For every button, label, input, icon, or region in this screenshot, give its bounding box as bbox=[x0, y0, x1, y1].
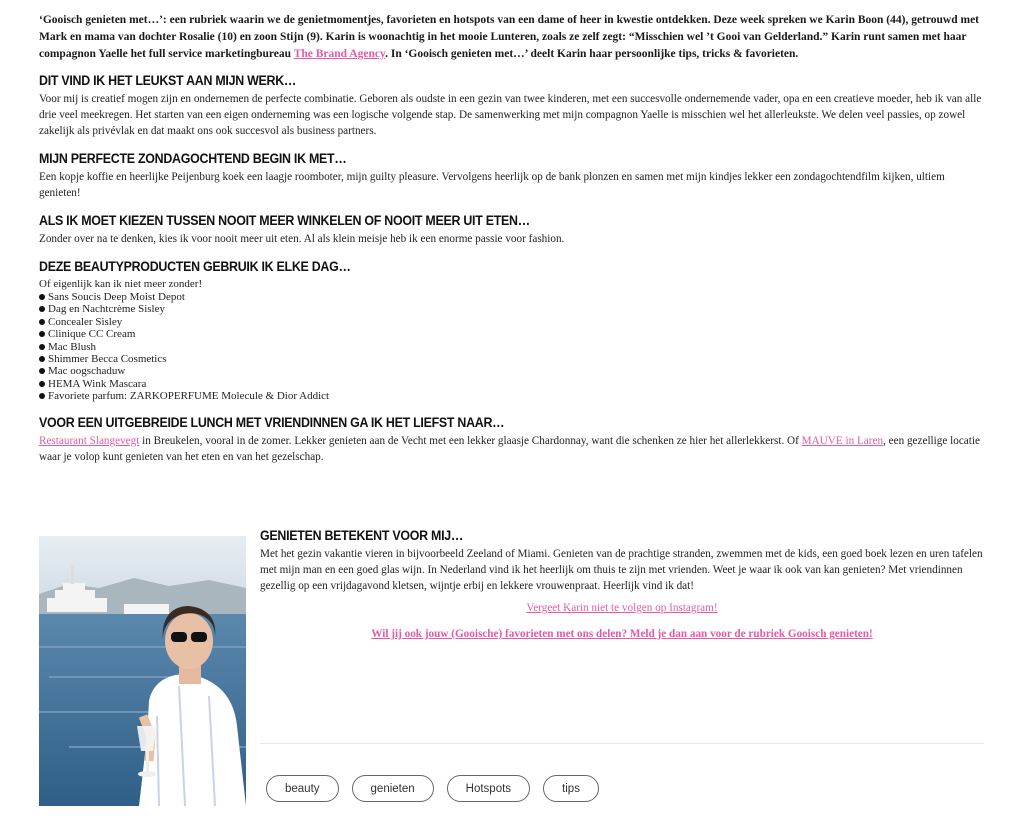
genieten-section bbox=[260, 528, 984, 640]
intro-text-1: ‘Gooisch genieten met…’: een rubriek waarin we de genietmomentjes, favorieten en hotspots van een dame of heer in kwestie ontdekken. Deze week spreken we Karin Boon (44), getrouwd met Mark en mama van dochter Rosalie (10) en zoon Stijn (9). Karin is woonachtig in het mooie Lunteren, zoals ze zelf zegt: “Misschien wel ’t Gooi van Gelderland.” Karin runt samen met haar compagnon Yaelle het full service marketingbureau bbox=[39, 14, 980, 60]
article-content bbox=[39, 12, 985, 477]
intro-paragraph bbox=[39, 12, 985, 63]
divider bbox=[260, 743, 984, 744]
tag-tips[interactable]: tips bbox=[543, 775, 599, 802]
section-heading-werk: DIT VIND IK HET LEUKST AAN MIJN WERK… bbox=[39, 73, 297, 88]
list-item: Dag en Nachtcrème Sisley bbox=[39, 303, 985, 315]
intro-text-2: . In ‘Gooisch genieten met…’ deelt Karin haar persoonlijke tips, tricks & favorieten. bbox=[385, 48, 799, 60]
list-item: Mac Blush bbox=[39, 341, 985, 353]
section-zondag bbox=[39, 151, 985, 201]
section-body-lunch bbox=[39, 433, 985, 465]
bottom-area bbox=[39, 528, 985, 818]
section-body-genieten: Met het gezin vakantie vieren in bijvoorbeeld Zeeland of Miami. Genieten van de prachtige stranden, zwemmen met de kids, een goed boek lezen en uren tafelen met mijn man en een goed glas wijn. In Nederland vind ik het heerlijk om thuis te zijn met vrienden. Weet je waar ik ook van kan genieten? Met vriendinnen gezellig op een vrijdagavond kletsen, wijntje erbij en lekkere vrouwenpraat. Heerlijk vind ik dat! bbox=[260, 548, 983, 592]
section-werk bbox=[39, 73, 985, 139]
list-item: HEMA Wink Mascara bbox=[39, 378, 985, 390]
tag-list bbox=[266, 775, 599, 802]
section-kiezen bbox=[39, 213, 985, 247]
lunch-text-1: in Breukelen, vooral in de zomer. Lekker genieten aan de Vecht met een lekker glaasje Chardonnay, want die schenken ze hier het allerlekkerst. Of bbox=[139, 434, 802, 447]
beauty-lead: Of eigenlijk kan ik niet meer zonder! bbox=[39, 278, 203, 290]
section-body-werk: Voor mij is creatief mogen zijn en ondernemen de perfecte combinatie. Geboren als oudste in een gezin van twee kinderen, met een succesvolle ondernemende vader, opa en een creatieve moeder, heb ik van alle drie veel meekregen. Het starten van een eigen onderneming was een logische volgende stap. De samenwerking met mijn compagnon Yaelle is misschien wel het allerleukste. We delen veel passies, op zowel zakelijk als privévlak en dat maakt ons ook succesvol als business partners. bbox=[39, 93, 982, 137]
section-body-zondag: Een kopje koffie en heerlijke Peijenburg koek een laagje roomboter, mijn guilty pleasure. Vervolgens heerlijk op de bank plonzen en samen met mijn kindjes lekker een zondagochtendfilm kijken, ultiem genieten! bbox=[39, 171, 945, 199]
list-item: Sans Soucis Deep Moist Depot bbox=[39, 291, 985, 303]
section-heading-lunch: VOOR EEN UITGEBREIDE LUNCH MET VRIENDINNEN GA IK HET LIEFST NAAR… bbox=[39, 414, 505, 430]
mauve-laren-link[interactable]: MAUVE in Laren bbox=[801, 434, 884, 447]
tag-hotspots[interactable]: Hotspots bbox=[447, 775, 530, 802]
list-item: Concealer Sisley bbox=[39, 316, 985, 328]
section-beauty bbox=[39, 259, 985, 403]
section-heading-beauty: DEZE BEAUTYPRODUCTEN GEBRUIK IK ELKE DAG… bbox=[39, 259, 351, 274]
the-brand-agency-link[interactable]: The Brand Agency bbox=[293, 48, 386, 60]
section-heading-genieten: GENIETEN BETEKENT VOOR MIJ… bbox=[260, 528, 464, 543]
list-item: Favoriete parfum: ZARKOPERFUME Molecule & Dior Addict bbox=[39, 390, 985, 402]
cta-line bbox=[260, 628, 984, 640]
list-item: Shimmer Becca Cosmetics bbox=[39, 353, 985, 365]
list-item: Clinique CC Cream bbox=[39, 328, 985, 340]
list-item: Mac oogschaduw bbox=[39, 365, 985, 377]
tag-beauty[interactable]: beauty bbox=[266, 775, 339, 802]
tag-genieten[interactable]: genieten bbox=[352, 775, 434, 802]
instagram-line bbox=[260, 602, 984, 614]
beauty-list bbox=[39, 291, 985, 403]
gooisch-genieten-cta-link[interactable]: Wil jij ook jouw (Gooische) favorieten met ons delen? Meld je dan aan voor de rubriek Gooisch genieten! bbox=[371, 628, 873, 640]
restaurant-slangevegt-link[interactable]: Restaurant Slangevegt bbox=[39, 434, 140, 447]
section-body-kiezen: Zonder over na te denken, kies ik voor nooit meer uit eten. Al als klein meisje heb ik een enorme passie voor fashion. bbox=[39, 233, 565, 245]
section-heading-kiezen: ALS IK MOET KIEZEN TUSSEN NOOIT MEER WINKELEN OF NOOIT MEER UIT ETEN… bbox=[39, 213, 530, 228]
section-heading-zondag: MIJN PERFECTE ZONDAGOCHTEND BEGIN IK MET… bbox=[39, 151, 347, 166]
section-lunch bbox=[39, 415, 985, 465]
lunch-text-2: , een gezellige locatie waar je volop kunt genieten van het eten en van het gezelschap. bbox=[39, 434, 980, 463]
instagram-link[interactable]: Vergeet Karin niet te volgen op Instagram! bbox=[526, 602, 718, 614]
karin-photo bbox=[39, 536, 246, 806]
